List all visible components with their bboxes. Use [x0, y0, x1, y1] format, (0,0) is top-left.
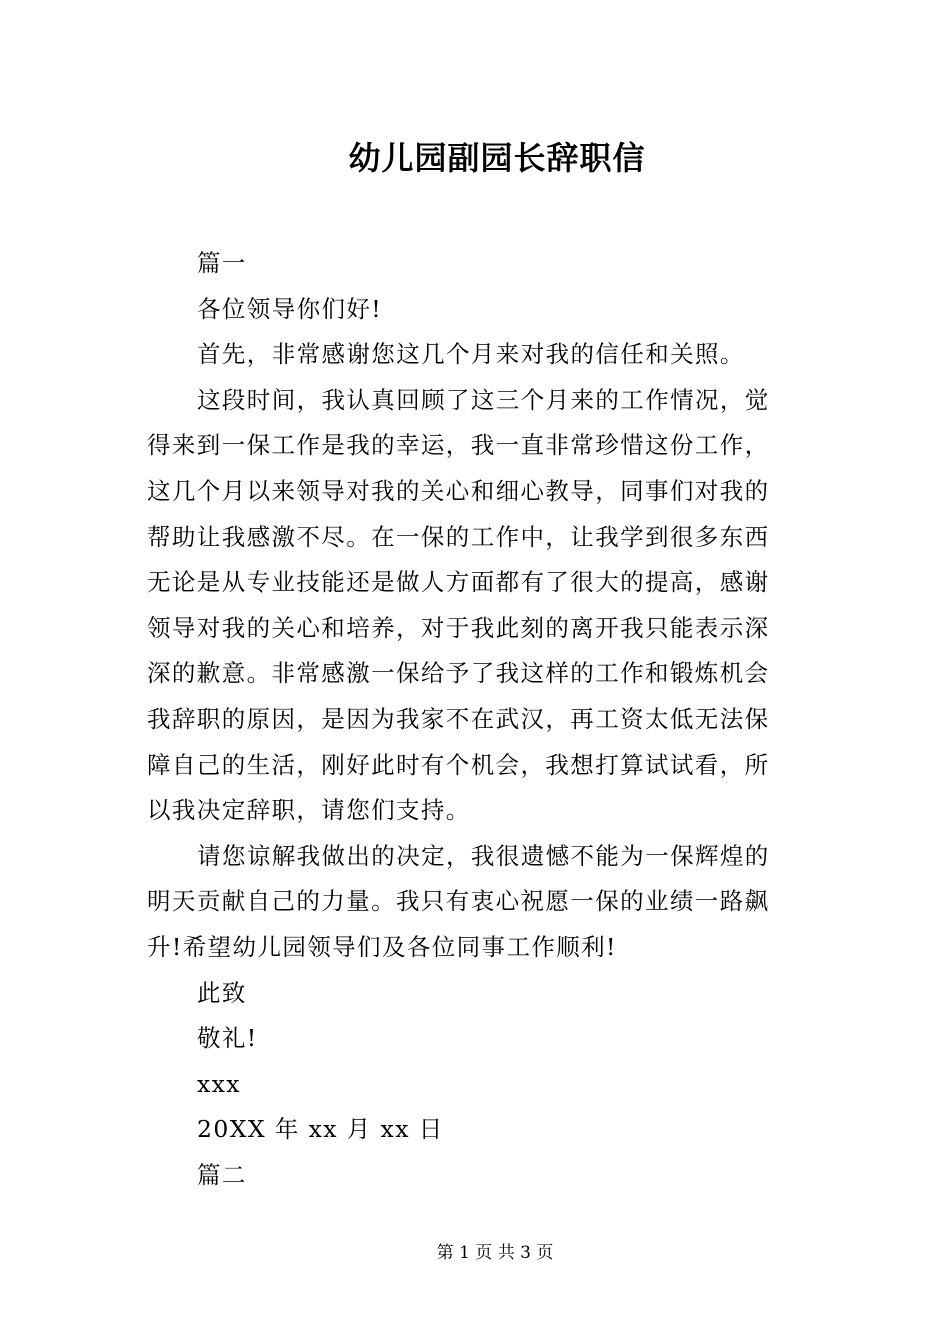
text-line: 升!希望幼儿园领导们及各位同事工作顺利!	[147, 932, 617, 961]
text-line: 得来到一保工作是我的幸运，我一直非常珍惜这份工作，	[147, 431, 770, 460]
text-line: 篇二	[197, 1160, 247, 1189]
text-line: 明天贡献自己的力量。我只有衷心祝愿一保的业绩一路飙	[147, 887, 770, 916]
text-line: 障自己的生活，刚好此时有个机会，我想打算试试看，所	[147, 750, 770, 779]
text-line: 敬礼!	[197, 1024, 258, 1053]
text-line: 篇一	[197, 249, 247, 277]
text-line: 我辞职的原因，是因为我家不在武汉，再工资太低无法保	[147, 704, 770, 733]
text-line: 无论是从专业技能还是做人方面都有了很大的提高，感谢	[147, 568, 770, 597]
text-line: 帮助让我感激不尽。在一保的工作中，让我学到很多东西	[147, 522, 770, 551]
text-line: 深的歉意。非常感激一保给予了我这样的工作和锻炼机会	[147, 659, 770, 688]
document-title: 幼儿园副园长辞职信	[348, 139, 646, 177]
text-line: 这几个月以来领导对我的关心和细心教导，同事们对我的	[147, 476, 770, 505]
text-line: 请您谅解我做出的决定，我很遗憾不能为一保辉煌的	[197, 841, 770, 870]
page-footer: 第 1 页 共 3 页	[436, 1243, 554, 1263]
document-body	[147, 241, 807, 1198]
text-line: 此致	[197, 978, 247, 1007]
text-line: 20XX 年 xx 月 xx 日	[197, 1115, 444, 1144]
text-line: 首先，非常感谢您这几个月来对我的信任和关照。	[197, 340, 745, 369]
text-line: 各位领导你们好!	[197, 294, 383, 323]
text-line: 领导对我的关心和培养，对于我此刻的离开我只能表示深	[147, 613, 770, 642]
text-line: 以我决定辞职，请您们支持。	[147, 796, 471, 825]
text-line: xxx	[197, 1069, 241, 1098]
text-line: 这段时间，我认真回顾了这三个月来的工作情况，觉	[197, 385, 770, 414]
